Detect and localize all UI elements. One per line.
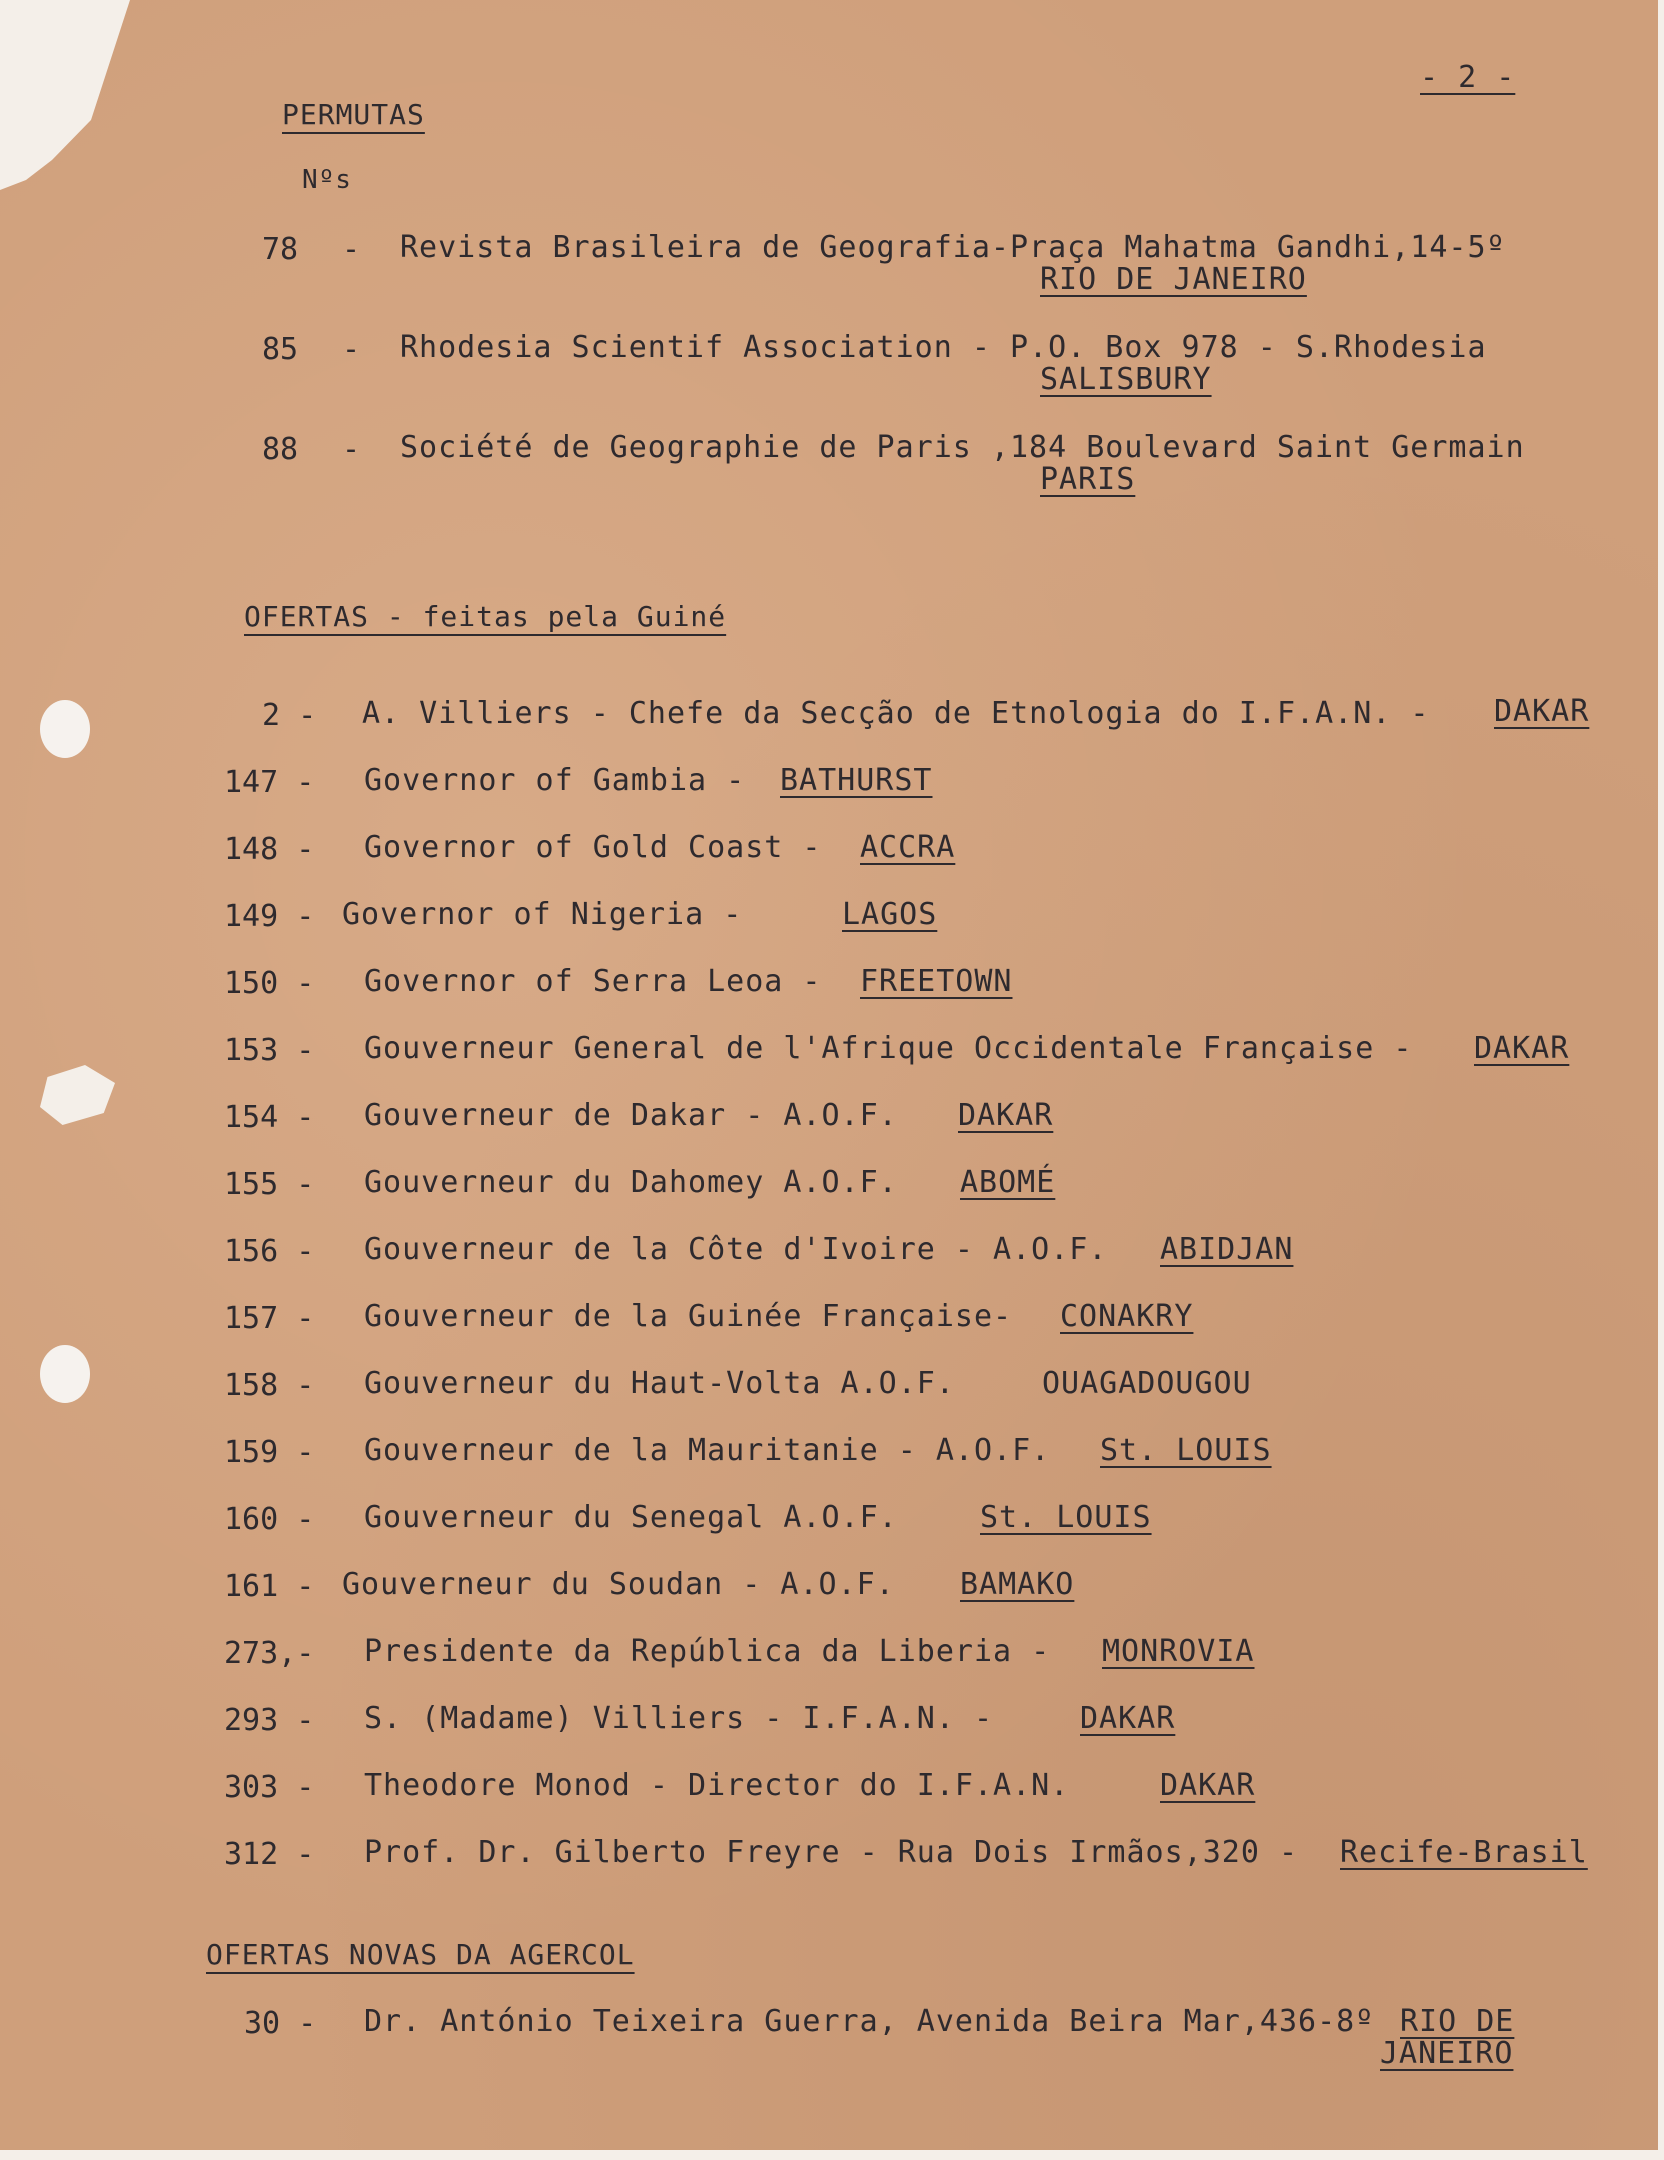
entry-place: St. LOUIS [980, 1500, 1152, 1535]
entry-place-continued: JANEIRO [1380, 2036, 1514, 2071]
entry-place: OUAGADOUGOU [1042, 1366, 1252, 1401]
entry-place: BATHURST [780, 763, 933, 798]
entry-text: Gouverneur du Haut-Volta A.O.F. [364, 1366, 955, 1401]
entry-place: FREETOWN [860, 964, 1013, 999]
entry-number: 155 - [224, 1167, 315, 1202]
entry-dash: - [342, 232, 361, 267]
entry-text: Governor of Gambia - [364, 763, 746, 798]
entry-number: 153 - [224, 1033, 315, 1068]
entry-text: Revista Brasileira de Geografia-Praça Mahatma Gandhi,14-5º [400, 230, 1506, 265]
entry-number: 148 - [224, 832, 315, 867]
entry-text: Governor of Serra Leoa - [364, 964, 822, 999]
entry-number: 154 - [224, 1100, 315, 1135]
entry-place: RIO DE JANEIRO [1040, 262, 1307, 297]
entry-text: Governor of Gold Coast - [364, 830, 822, 865]
entry-text: A. Villiers - Chefe da Secção de Etnologia do I.F.A.N. - [362, 696, 1430, 731]
entry-number: 273,- [224, 1636, 315, 1671]
right-edge [1658, 0, 1664, 2160]
entry-place: ABOMÉ [960, 1165, 1056, 1200]
entry-number: 2 - [262, 698, 317, 733]
entry-number: 312 - [224, 1837, 315, 1872]
entry-number: 303 - [224, 1770, 315, 1805]
entry-number: 88 [262, 432, 299, 467]
entry-text: Governor of Nigeria - [342, 897, 743, 932]
punch-hole-bottom [40, 1345, 90, 1403]
entry-text: Gouverneur du Soudan - A.O.F. [342, 1567, 895, 1602]
entry-place: RIO DE [1400, 2004, 1515, 2039]
entry-place: DAKAR [1160, 1768, 1256, 1803]
entry-text: Gouverneur General de l'Afrique Occidentale Française - [364, 1031, 1413, 1066]
entry-place: MONROVIA [1102, 1634, 1255, 1669]
entry-number: 156 - [224, 1234, 315, 1269]
entry-text: Rhodesia Scientif Association - P.O. Box 978 - S.Rhodesia [400, 330, 1487, 365]
entry-text: Gouverneur de Dakar - A.O.F. [364, 1098, 898, 1133]
entry-number: 147 - [224, 765, 315, 800]
entry-text: Presidente da República da Liberia - [364, 1634, 1051, 1669]
entry-number: 30 - [244, 2006, 317, 2041]
entry-text: Gouverneur de la Mauritanie - A.O.F. [364, 1433, 1051, 1468]
entry-text: Gouverneur du Dahomey A.O.F. [364, 1165, 898, 1200]
entry-place: DAKAR [1474, 1031, 1570, 1066]
entry-number: 161 - [224, 1569, 315, 1604]
nos-label: Nºs [302, 165, 352, 195]
entry-number: 85 [262, 332, 299, 367]
entry-number: 149 - [224, 899, 315, 934]
entry-number: 159 - [224, 1435, 315, 1470]
entry-number: 150 - [224, 966, 315, 1001]
entry-place: St. LOUIS [1100, 1433, 1272, 1468]
ofertas-novas-heading: OFERTAS NOVAS DA AGERCOL [206, 1938, 635, 1971]
entry-place: PARIS [1040, 462, 1136, 497]
entry-place: Recife-Brasil [1340, 1835, 1588, 1870]
entry-text: Dr. António Teixeira Guerra, Avenida Beira Mar,436-8º [364, 2004, 1375, 2039]
entry-text: Theodore Monod - Director do I.F.A.N. [364, 1768, 1070, 1803]
entry-number: 160 - [224, 1502, 315, 1537]
bottom-edge [0, 2150, 1664, 2160]
entry-number: 157 - [224, 1301, 315, 1336]
entry-number: 78 [262, 232, 299, 267]
permutas-heading: PERMUTAS [282, 98, 425, 131]
entry-text: Gouverneur du Senegal A.O.F. [364, 1500, 898, 1535]
entry-place: CONAKRY [1060, 1299, 1194, 1334]
entry-place: DAKAR [1494, 694, 1590, 729]
entry-number: 158 - [224, 1368, 315, 1403]
entry-place: ACCRA [860, 830, 956, 865]
entry-place: DAKAR [1080, 1701, 1176, 1736]
entry-text: Prof. Dr. Gilberto Freyre - Rua Dois Irmãos,320 - [364, 1835, 1299, 1870]
entry-dash: - [342, 332, 361, 367]
entry-text: Gouverneur de la Côte d'Ivoire - A.O.F. [364, 1232, 1108, 1267]
entry-place: BAMAKO [960, 1567, 1075, 1602]
entry-dash: - [342, 432, 361, 467]
page-number: - 2 - [1420, 60, 1516, 95]
entry-number: 293 - [224, 1703, 315, 1738]
ofertas-heading: OFERTAS - feitas pela Guiné [244, 600, 727, 633]
entry-place: ABIDJAN [1160, 1232, 1294, 1267]
entry-place: LAGOS [842, 897, 938, 932]
entry-text: Gouverneur de la Guinée Française- [364, 1299, 1013, 1334]
entry-text: S. (Madame) Villiers - I.F.A.N. - [364, 1701, 994, 1736]
entry-place: SALISBURY [1040, 362, 1212, 397]
entry-text: Société de Geographie de Paris ,184 Boulevard Saint Germain [400, 430, 1525, 465]
entry-place: DAKAR [958, 1098, 1054, 1133]
punch-hole-top [40, 700, 90, 758]
